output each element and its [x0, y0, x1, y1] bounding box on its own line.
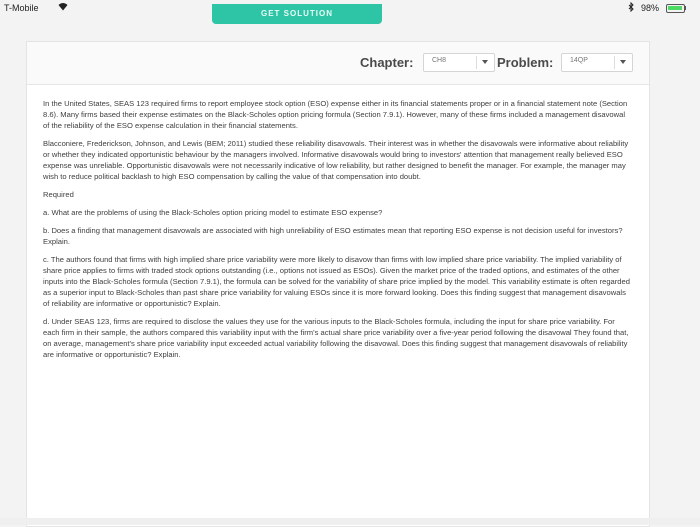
bottom-strip [0, 518, 700, 525]
battery-icon [666, 4, 686, 12]
battery-percentage: 98% [641, 3, 660, 13]
bluetooth-icon [628, 2, 634, 12]
required-heading: Required [43, 190, 74, 199]
question-c: c. The authors found that firms with high implied share price variability were more likely to disavow than firms with low implied share price variability. The implied variability of share price applies to firms with traded stock options outstanding (i.e., options not issued as ESOs). Given the market price of the traded options, and estimates of the other inputs into the Black-Scholes formula (Section 7.9.1), the formula can be solved for the variability of share price implied by the model. This variability estimate is often regarded as a superior input to Black-Scholes than past share price variability for valuing ESOs since it is more forward looking. Does this finding suggest that management disavowals of reliability are informative or opportunistic? Explain. [43, 255, 630, 308]
paragraph-study: Blacconiere, Frederickson, Johnson, and Lewis (BEM; 2011) studied these reliability disavowals. Their interest was in whether the disavowals were informative about reliability or whether they indicated opportunistic behaviour by the managers involved. Informative disavowals would bring to investors' attention that management really believed ESO expense was unreliable. Opportunistic disavowals were not necessarily indicative of low reliability, but rather designed to benefit the manager. For example, the manager may wish to reduce political backlash to high ESO compensation by calling the value of that compensation into doubt. [43, 139, 629, 181]
chapter-select[interactable] [423, 53, 495, 72]
problem-text [43, 98, 633, 367]
problem-select[interactable] [561, 53, 633, 72]
problem-label: Problem: [497, 55, 554, 70]
get-solution-button[interactable]: GET SOLUTION [212, 4, 382, 24]
problem-select-value: 14QP [570, 57, 588, 64]
chapter-select-value: CH8 [432, 57, 447, 64]
chapter-label: Chapter: [360, 55, 414, 70]
chevron-down-icon [620, 60, 626, 64]
problem-card [26, 41, 650, 527]
chevron-down-icon [482, 60, 488, 64]
carrier-name: T-Mobile [4, 3, 39, 13]
question-b: b. Does a finding that management disavowals are associated with high unreliability of ESO estimates mean that reporting ESO expense is not decision useful for investors? Explain. [43, 226, 623, 246]
question-d: d. Under SEAS 123, firms are required to disclose the values they use for the various inputs to the Black-Scholes formula, including the input for share price variability. For each firm in their sample, the authors compared this variability input with the firm's actual share price variability over a five-year period following the disavowal They found that, on average, management's share price variability input exceeded actual variability following the disavowal. Does this finding suggest that management disavowals of reliability are informative or opportunistic? Explain. [43, 317, 629, 359]
paragraph-intro: In the United States, SEAS 123 required firms to report employee stock option (ESO) expense either in its financial statements proper or in a financial statement note (Section 8.6). Many firms based their expense estimates on the Black-Scholes option pricing formula (Section 7.9.1). However, many of these firms included a management disavowal of the reliability of the ESO expense calculation in their financial statements. [43, 99, 628, 130]
problem-selector-bar [27, 42, 649, 85]
question-a: a. What are the problems of using the Black-Scholes option pricing model to estimate ESO expense? [43, 208, 383, 217]
